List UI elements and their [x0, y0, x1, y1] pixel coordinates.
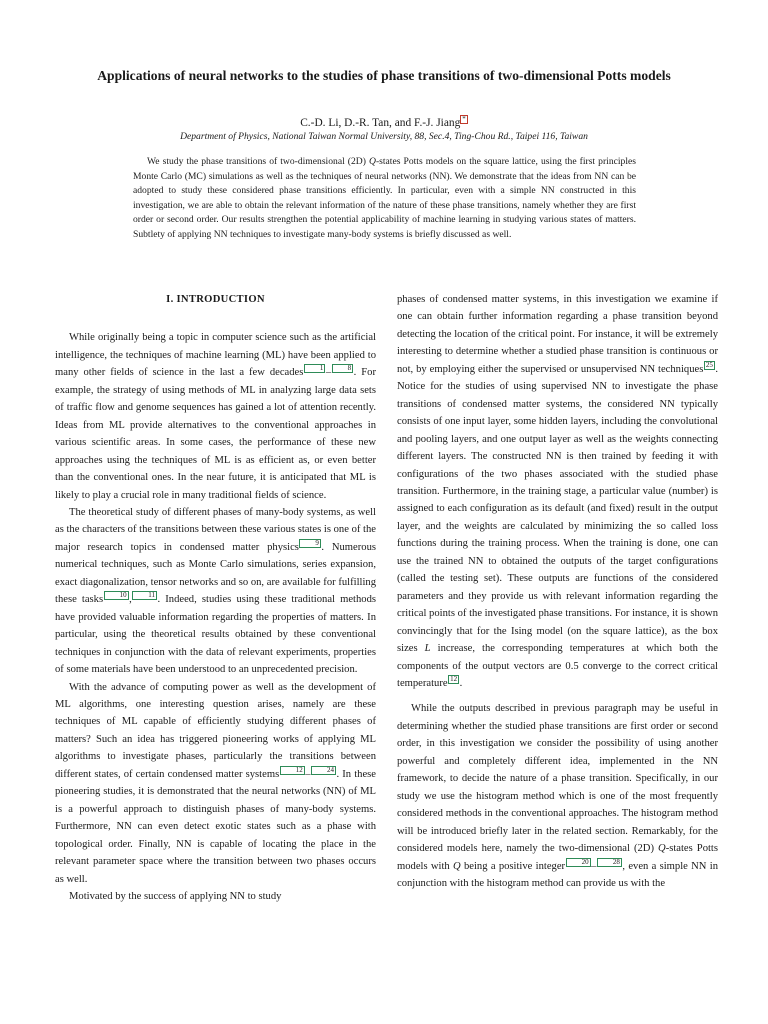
citation-link[interactable]: 11 — [132, 591, 157, 600]
citation-link[interactable]: 1 — [304, 364, 326, 373]
paragraph-text: increase, the corresponding temperatures at which both the components of the output vectors are 0.5 converge to the correct critical temperature — [397, 643, 718, 689]
paragraph: With the advance of computing power as well as the development of ML algorithms, one interesting question arises, namely are these techniques of ML capable of efficiently studying different phases of matters? Such an idea has triggered pioneering works of applying ML algorithms to investigate phases, particularly the transitions between different states, of certain condensed matter systems 12 – 24 . In these pioneering studies, it is demonstrated that the neural networks (NN) of ML is a powerful approach to distinguish phases of many-body systems. Furthermore, NN can even detect exotic states such as a phase with topological order. Finally, NN is capable of locating the place in the relevant parameter space where the transition between two phases occurs as well. — [55, 681, 376, 885]
author-list — [60, 115, 708, 130]
left-column — [55, 291, 376, 905]
paragraph-text: , even a simple NN in conjunction with the histogram method can provide us with the — [397, 860, 718, 889]
affiliation: Department of Physics, National Taiwan Normal University, 88, Sec.4, Ting-Chou Rd., Taipei 116, Taiwan — [180, 131, 588, 142]
paragraph-text: being a positive integer — [460, 860, 566, 872]
paragraph-text: . Indeed, studies using these traditional methods have provided valuable information regarding the properties of matters. In particular, using the theoretical results obtained by these conventional techniques in conjunction with the data of relevant experiments, properties of some materials have been understood to an unprecedented precision. — [55, 594, 376, 676]
citation-link[interactable]: 9 — [299, 539, 321, 548]
abstract-q-symbol: Q — [369, 156, 376, 167]
paragraph: While originally being a topic in computer science such as the artificial intelligence, the techniques of machine learning (ML) have been applied to many other fields of science in the last a few decades 1 – 8 . For example, the strategy of using methods of ML in analyzing large data sets of traffic flow and genome sequences has gained a lot of attention recently. Ideas from ML provide alternatives to the conventional approaches in various scientific areas. In some cases, the performance of these new approaches using the techniques of ML is as efficient as, or even better than the conventional ones. In the near future, it is anticipated that ML is likely to play a crucial role in many traditional fields of science. — [55, 332, 376, 501]
citation-link[interactable]: 10 — [104, 591, 129, 600]
paragraph-text: . In these pioneering studies, it is demonstrated that the neural networks (NN) of ML is a powerful approach to distinguish phases of many-body systems. Furthermore, NN can even detect exotic states such as a phase with topological order. Finally, NN is capable of locating the place in the relevant parameter space where the transition between two phases occurs as well. — [55, 768, 376, 885]
paragraph-text: . For example, the strategy of using methods of ML in analyzing large data sets of traffic flow and genome sequences has gained a lot of attention recently. Ideas from ML provide alternatives to the conventional approaches in various scientific areas. In some cases, the performance of these new approaches using the techniques of ML is as efficient as, or even better than the conventional ones. In the near future, it is anticipated that ML is likely to play a crucial role in many traditional fields of science. — [55, 367, 376, 501]
paragraph: The theoretical study of different phases of many-body systems, as well as the characters of the transitions between these various states is one of the major research topics in condensed matter physics 9 . Numerous numerical techniques, such as Monte Carlo simulations, series expansion, exact diagonalization, tensor networks and so on, are available for fulfilling these tasks 10 , 11 . Indeed, studies using these traditional methods have provided valuable information regarding the properties of matters. In particular, using the theoretical results obtained by these conventional techniques in conjunction with the data of relevant experiments, properties of some materials have been understood to an unprecedented precision. — [55, 506, 376, 676]
math-symbol-q: Q — [658, 843, 666, 855]
citation-link[interactable]: 12 — [280, 766, 305, 775]
citation-link[interactable]: 25 — [705, 360, 713, 369]
citation-link[interactable]: 28 — [597, 858, 622, 867]
abstract — [133, 155, 636, 242]
citation-link[interactable]: 20 — [566, 858, 591, 867]
paragraph-text: phases of condensed matter systems, in this investigation we examine if one can obtain further information regarding a phase transition beyond detecting the location of the critical point. For instance, it will be extremely interesting to determine whether a studied phase transition is continuous or not, by employing either the supervised or unsupervised NN techniques — [397, 294, 718, 375]
paragraph-text: . Numerous numerical techniques, such as Monte Carlo simulations, series expansion, exact diagonalization, tensor networks and so on, are available for fulfilling these tasks — [55, 541, 376, 606]
abstract-text-part: -states Potts models on the square lattice, using the first principles Monte Carlo (MC) simulations as well as the techniques of neural networks (NN). We demonstrate that the ideas from NN can be adopted to study these considered phase transitions efficiently. In particular, even with a simple NN constructed in this investigation, we are able to obtain the relevant information of the nature of these phase transitions, namely whether they are first order or second order. Our results strengthen the potential applicability of machine learning in studying various states of matters. Subtlety of applying NN techniques to investigate many-body systems is briefly discussed as well. — [133, 156, 636, 240]
math-symbol-l: L — [424, 643, 431, 655]
math-symbol-q: Q — [453, 860, 461, 872]
abstract-text-part: We study the phase transitions of two-dimensional (2D) — [147, 156, 369, 167]
paragraph — [397, 291, 718, 692]
right-column — [397, 291, 718, 892]
authors-text: C.-D. Li, D.-R. Tan, and F.-J. Jiang — [300, 117, 461, 129]
paragraph: While the outputs described in previous paragraph may be useful in determining whether the studied phase transitions are first order or second order, in this investigation we consider the possibility of using another powerful and completely different idea, implemented in the NN framework, to decide the nature of a phase transition. Specifically, in our study we use the histogram method which is one of the most frequently considered methods in the conventional approaches. The histogram method will be introduced briefly later in the related section. Remarkably, for the considered models here, namely the two-dimensional (2D) Q-states Potts models with Q being a positive integer 20 – 28 , even a simple NN in conjunction with the histogram method can provide us with the — [397, 703, 718, 889]
paragraph-text: The theoretical study of different phases of many-body systems, as well as the characters of the transitions between these various states is one of the major research topics in condensed matter physics — [55, 506, 376, 553]
citation-link[interactable]: 24 — [311, 766, 336, 775]
citation-link[interactable]: 12 — [450, 674, 458, 683]
paragraph-text: While the outputs described in previous paragraph may be useful in determining whether the studied phase transitions are first order or second order, in this investigation we consider the possibility of using another powerful and completely different idea, implemented in the NN framework, to decide the nature of a phase transition. Specifically, in our study we use the histogram method which is one of the most frequently considered methods in the conventional approaches. The histogram method will be introduced briefly later in the related section. Remarkably, for the considered models here, namely the two-dimensional (2D) — [397, 703, 718, 855]
corresponding-author-footnote-mark[interactable]: * — [462, 115, 466, 123]
paragraph-text: With the advance of computing power as well as the development of ML algorithms, one interesting question arises, namely are these techniques of ML capable of efficiently studying different phases of matters? Such an idea has triggered pioneering works of applying ML algorithms to investigate phases, particularly the transitions between different states, of certain condensed matter systems — [55, 681, 376, 780]
paragraph-text: . Notice for the studies of using supervised NN to investigate the phase transitions of condensed matter systems, the considered NN typically consists of one input layer, some hidden layers, including the convolutional and pooling layers, and one output layer as well as the weights connecting different layers. The constructed NN is then trained by feeding it with configurations of the two phases associated with the studied phase transition. Furthermore, in the training stage, a particular value (number) is assigned to each configuration as its default (and fixed) result in the output layer, and the weights are calculated by minimizing the so called loss functions during the training process. When the training is done, one can use the trained NN to obtained the outputs of the target configurations (called the testing set). These outputs are functions of the considered parameters and they provide us with relevant information regarding the critical points of the investigated phase transitions. For instance, it is shown convincingly that for the Ising model (on the square lattice), as the box sizes — [397, 363, 718, 655]
paragraph-text: While originally being a topic in computer science such as the artificial intelligence, the techniques of machine learning (ML) have been applied to many other fields of science in the last a few decades — [55, 332, 376, 379]
paragraph-text: -states Potts models with — [397, 843, 718, 872]
paper-title: Applications of neural networks to the studies of phase transitions of two-dimensional Potts models — [97, 68, 671, 83]
citation-link[interactable]: 8 — [332, 364, 354, 373]
paragraph: Motivated by the success of applying NN to study — [69, 890, 282, 902]
section-heading-introduction: I. INTRODUCTION — [166, 294, 265, 305]
paragraph-text: . — [459, 677, 463, 689]
